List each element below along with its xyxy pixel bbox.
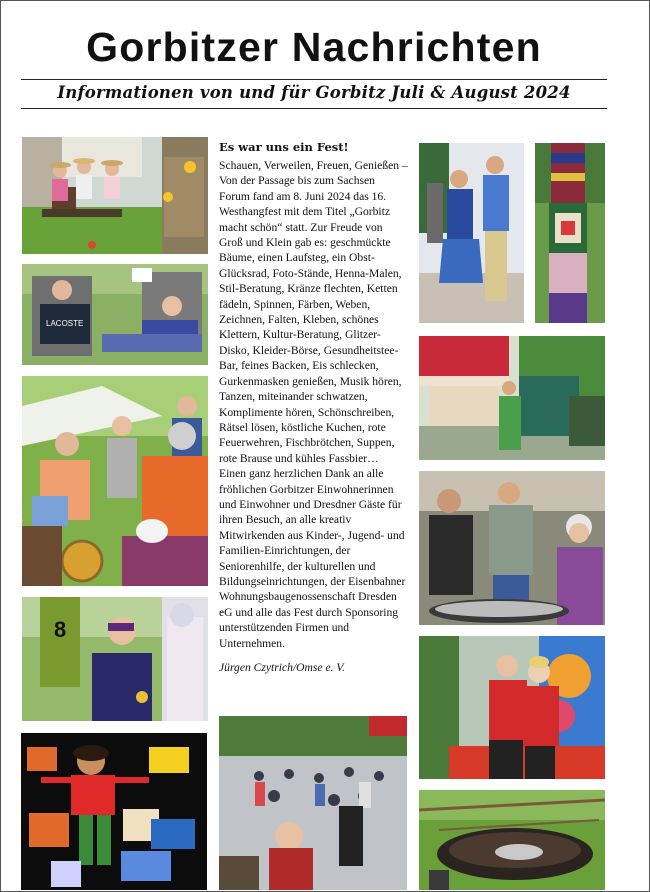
article (219, 140, 408, 674)
photo-resting-people (22, 264, 208, 365)
masthead-rule-bottom (21, 108, 607, 109)
photo-seniors-drummers (419, 471, 605, 625)
photo-women-in-chairs (22, 137, 208, 254)
photo-market-stall (419, 336, 605, 460)
masthead-rule-top (21, 79, 607, 80)
photo-knitted-tree (535, 143, 605, 323)
photo-paper-dolls (21, 733, 207, 890)
shirt-number: 8 (54, 617, 67, 642)
article-headline: Es war uns ein Fest! (219, 140, 349, 154)
masthead-subtitle: Informationen von und für Gorbitz Juli & August 2024 (57, 83, 571, 102)
masthead-title: Gorbitzer Nachrichten (86, 24, 542, 70)
photo-children-festival (22, 597, 208, 721)
lacoste-label: LACOSTE (46, 319, 84, 328)
photo-crowd-street (219, 716, 407, 890)
photo-campfire-bowl (419, 790, 605, 890)
photo-spinning-craft (22, 376, 208, 586)
photo-dancing-couple (419, 143, 524, 323)
photo-red-shirt-volunteers (419, 636, 605, 779)
article-paragraph-2: Einen ganz herzlichen Dank an alle fröhlichen Gorbitzer Einwohnerinnen und Einwohner und Dresdner Gäste für ihren Besuch, an alle kreativ Mitwirkenden aus Kinder-, Jugend- und Familien-Einrichtungen, der Seniorenhilfe, der kulturellen und Bildungseinrichtungen, der Eisenbahner Wohnungsbaugenossenschaft Dresden eG und alle das Fest durch Sponsoring unterstützenden Firmen und Unternehmen. (219, 467, 406, 650)
article-author: Jürgen Czytrich/Omse e. V. (219, 661, 345, 674)
article-paragraph-1: Schauen, Verweilen, Freuen, Genießen – Von der Passage bis zum Sachsen Forum fand am 8. Juni 2024 das 16. Westhangfest mit dem Titel „Gorbitz macht schön“ statt. Zur Freude von Groß und Klein gab es: geschmückte Bäume, einen Laufsteg, ein Obst-Glücksrad, Foto-Stände, Henna-Malen, Stil-Beratung, Kränze flechten, Ketten fädeln, Spinnen, Färben, Weben, Zeichnen, Falten, Kleben, schönes Klettern, Kultur-Beratung, Glitzer-Disko, Kleider-Börse, Gesundheitstee-Bar, feines Backen, Eis schlecken, Gurkenmasken genießen, Musik hören, Tanzen, miteinander schwatzen, Komplimente hören, Schönschreiben, Rätsel lösen, köstliche Kuchen, rote Feuerwehren, Fischbrötchen, Suppen, rote Brause und kühles Fassbier… (219, 159, 408, 465)
